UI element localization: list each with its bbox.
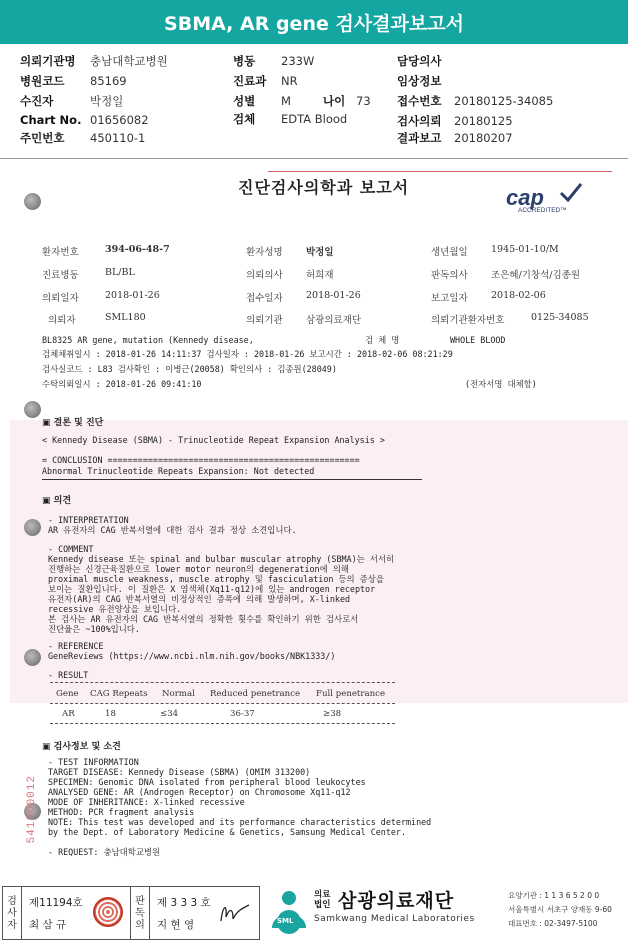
reference-text: GeneReviews (https://www.ncbi.nlm.nih.gov/books/NBK1333/)	[48, 651, 336, 661]
comment-line: proximal muscle weakness, muscle atrophy 및 fasciculation 등의 증상을	[48, 574, 384, 584]
comment-line: 진단율은 ~100%입니다.	[48, 624, 140, 634]
comment-line: 유전자(AR)의 CAG 반복서열의 비정상적인 증폭에 의해 발생하며, X-linked	[48, 594, 351, 604]
inspector-name: 최 삼 규	[29, 919, 67, 931]
punch-hole-icon	[24, 649, 41, 666]
field-label: 의뢰자	[48, 315, 76, 326]
scanned-report	[10, 163, 628, 880]
report-title: SBMA, AR gene 검사결과보고서	[164, 12, 464, 35]
ordering-doctor: 허희재	[306, 270, 334, 281]
table-rule	[50, 703, 395, 704]
header-field: 의뢰기관명 충남대학교병원	[20, 54, 168, 68]
header-divider	[0, 158, 628, 159]
org-name: 삼광의료재단	[338, 890, 455, 912]
table-header: Normal	[162, 689, 195, 699]
seal-stamp-icon	[93, 897, 123, 927]
test-info-line: METHOD: PCR fragment analysis	[48, 807, 195, 817]
rule	[42, 479, 422, 480]
header-field: Chart No. 01656082	[20, 113, 149, 127]
field-label: 의뢰일자	[42, 293, 79, 304]
section-opinion: ▣ 의견	[42, 496, 72, 506]
report-heading: 진단검사의학과 보고서	[238, 178, 410, 197]
comment-line: recessive 유전양상을 보입니다.	[48, 604, 182, 614]
request-line: - REQUEST: 충남대학교병원	[48, 847, 161, 857]
cap-accredited-logo	[506, 181, 594, 217]
header-field: 임상정보	[397, 74, 442, 88]
header-field: 결과보고 20180207	[397, 131, 513, 145]
conclusion-text: Abnormal Trinucleotide Repeats Expansion: Not detected	[42, 466, 315, 476]
report-title-bar	[0, 0, 628, 44]
meta-line: 검사실코드 : L83 검사확인 : 이병근(20058) 확인의사 : 김종원(28049)	[42, 364, 337, 374]
patient-name: 박정일	[306, 247, 334, 258]
reader-license: 제 3 3 3 호	[157, 897, 211, 909]
report-date: 2018-02-06	[491, 290, 546, 301]
table-cell: ≥38	[323, 709, 342, 719]
cap-logo-text: cap	[506, 185, 544, 210]
section-result: ▣ 결론 및 진단	[42, 418, 104, 428]
patient-number: 394-06-48-7	[105, 244, 170, 255]
header-field: 병동 233W	[233, 54, 315, 68]
institution-patient-number: 0125-34085	[531, 312, 589, 323]
field-label: 판독의사	[431, 270, 468, 281]
test-info-line: TARGET DISEASE: Kennedy Disease (SBMA) (OMIM 313200)	[48, 767, 311, 777]
org-phone: 대표번호 : 02-3497-5100	[508, 919, 598, 928]
table-cell: ≤34	[160, 709, 179, 719]
reference-head: - REFERENCE	[48, 641, 104, 651]
table-rule	[50, 682, 395, 683]
field-label: 환자성명	[246, 247, 283, 258]
punch-hole-icon	[24, 519, 41, 536]
comment-line: Kennedy disease 또는 spinal and bulbar muscular atrophy (SBMA)는 서서히	[48, 554, 395, 564]
comment-head: - COMMENT	[48, 544, 94, 554]
conclusion-head: = CONCLUSION ==================================================	[42, 455, 360, 465]
requesting-institution: 삼광의료재단	[306, 315, 362, 326]
signature-box	[2, 886, 260, 940]
interpretation-head: - INTERPRETATION	[48, 515, 129, 525]
specimen-label: 검 체 명	[365, 335, 400, 345]
inspector-license: 제11194호	[29, 897, 83, 909]
org-code: 요양기관 : 1 1 3 6 5 2 0 0	[508, 891, 600, 900]
punch-hole-icon	[24, 401, 41, 418]
test-info-line: SPECIMEN: Genomic DNA isolated from peripheral blood leukocytes	[48, 777, 366, 787]
org-english-name: Samkwang Medical Laboratories	[314, 914, 475, 924]
signature-icon	[217, 899, 253, 927]
field-label: 진료병동	[42, 270, 79, 281]
header-field: 접수번호 20180125-34085	[397, 94, 554, 108]
table-header: Gene	[56, 689, 79, 699]
divider	[130, 887, 131, 939]
header-field: 수진자 박정일	[20, 94, 124, 108]
test-info-line: MODE OF INHERITANCE: X-linked recessive	[48, 797, 245, 807]
reader-label: 판독의	[135, 896, 145, 931]
test-code-line: BL8325 AR gene, mutation (Kennedy disease,	[42, 335, 254, 345]
interpretation-text: AR 유전자의 CAG 반복서열에 대한 검사 결과 정상 소견입니다.	[48, 525, 297, 535]
field-label: 의뢰기관	[246, 315, 283, 326]
field-label: 보고일자	[431, 293, 468, 304]
birth-date: 1945-01-10/M	[491, 244, 559, 255]
e-signature-note: (전자서명 대체함)	[465, 379, 537, 389]
section-test-info: ▣ 검사정보 및 소견	[42, 742, 121, 752]
result-head: - RESULT	[48, 670, 89, 680]
reader-name: 지 현 영	[157, 919, 195, 931]
table-rule	[50, 723, 395, 724]
field-label: 환자번호	[42, 247, 79, 258]
table-header: CAG Repeats	[90, 689, 148, 699]
header-field: 검사의뢰 20180125	[397, 114, 513, 128]
specimen-value: WHOLE BLOOD	[450, 335, 506, 345]
field-label: 접수일자	[246, 293, 283, 304]
sml-logo-icon	[268, 888, 310, 934]
table-header: Full penetrance	[316, 689, 386, 699]
comment-line: 진행하는 신경근육질환으로 lower motor neuron의 degeneration에 의해	[48, 564, 349, 574]
table-header: Reduced penetrance	[210, 689, 301, 699]
sml-logo-text: SML	[277, 917, 294, 925]
test-info-line: ANALYSED GENE: AR (Androgen Receptor) on Chromosome Xq11-q12	[48, 787, 351, 797]
field-label: 의뢰기관환자번호	[431, 315, 505, 326]
report-header	[0, 46, 628, 158]
org-address: 서울특별시 서초구 양재동 9-60	[508, 905, 612, 914]
header-field: 주민번호 450110-1	[20, 131, 146, 145]
meta-line: 수탁의뢰일시 : 2018-01-26 09:41:10	[42, 379, 202, 389]
test-info-line: by the Dept. of Laboratory Medicine & Genetics, Samsung Medical Center.	[48, 827, 406, 837]
test-info-line: NOTE: This test was developed and its performance characteristics determined	[48, 817, 432, 827]
divider	[149, 887, 150, 939]
test-info-head: - TEST INFORMATION	[48, 757, 139, 767]
analysis-title: < Kennedy Disease (SBMA) - Trinucleotide Repeat Expansion Analysis >	[42, 435, 385, 445]
table-cell: AR	[62, 709, 75, 719]
check-badge-icon	[558, 181, 584, 205]
header-field: 검체 EDTA Blood	[233, 112, 348, 126]
field-label: 생년월일	[431, 247, 468, 258]
header-field: 성별 M	[233, 94, 291, 108]
table-cell: 36-37	[230, 709, 255, 719]
punch-hole-icon	[24, 193, 41, 210]
inspector-label: 검사자	[7, 896, 17, 931]
header-field: 병원코드 85169	[20, 74, 127, 88]
header-age: 나이 73	[323, 94, 371, 108]
footer	[0, 882, 628, 946]
meta-line: 검체채취일시 : 2018-01-26 14:11:37 검사일자 : 2018-01-26 보고시간 : 2018-02-06 08:21:29	[42, 349, 453, 359]
comment-line: 본 검사는 AR 유전자의 CAG 반복서열의 정확한 횟수를 확인하기 위한 검사로서	[48, 614, 359, 624]
ward: BL/BL	[105, 267, 135, 278]
requester: SML180	[105, 312, 146, 323]
header-field: 담당의사	[397, 54, 442, 68]
title-rule	[268, 171, 612, 172]
header-field: 진료과 NR	[233, 74, 298, 88]
side-barcode-number: 541300012	[26, 775, 38, 844]
reading-doctors: 조은혜/기창석/김종원	[491, 270, 580, 281]
comment-line: 보이는 질환입니다. 이 질환은 X 염색체(Xq11-q12)에 있는 androgen receptor	[48, 584, 376, 594]
field-label: 의뢰의사	[246, 270, 283, 281]
org-type: 의료 법인	[314, 890, 331, 910]
cap-accredited-label: ACCREDITED™	[518, 207, 567, 214]
request-date: 2018-01-26	[105, 290, 160, 301]
divider	[21, 887, 22, 939]
receipt-date: 2018-01-26	[306, 290, 361, 301]
table-cell: 18	[105, 709, 116, 719]
